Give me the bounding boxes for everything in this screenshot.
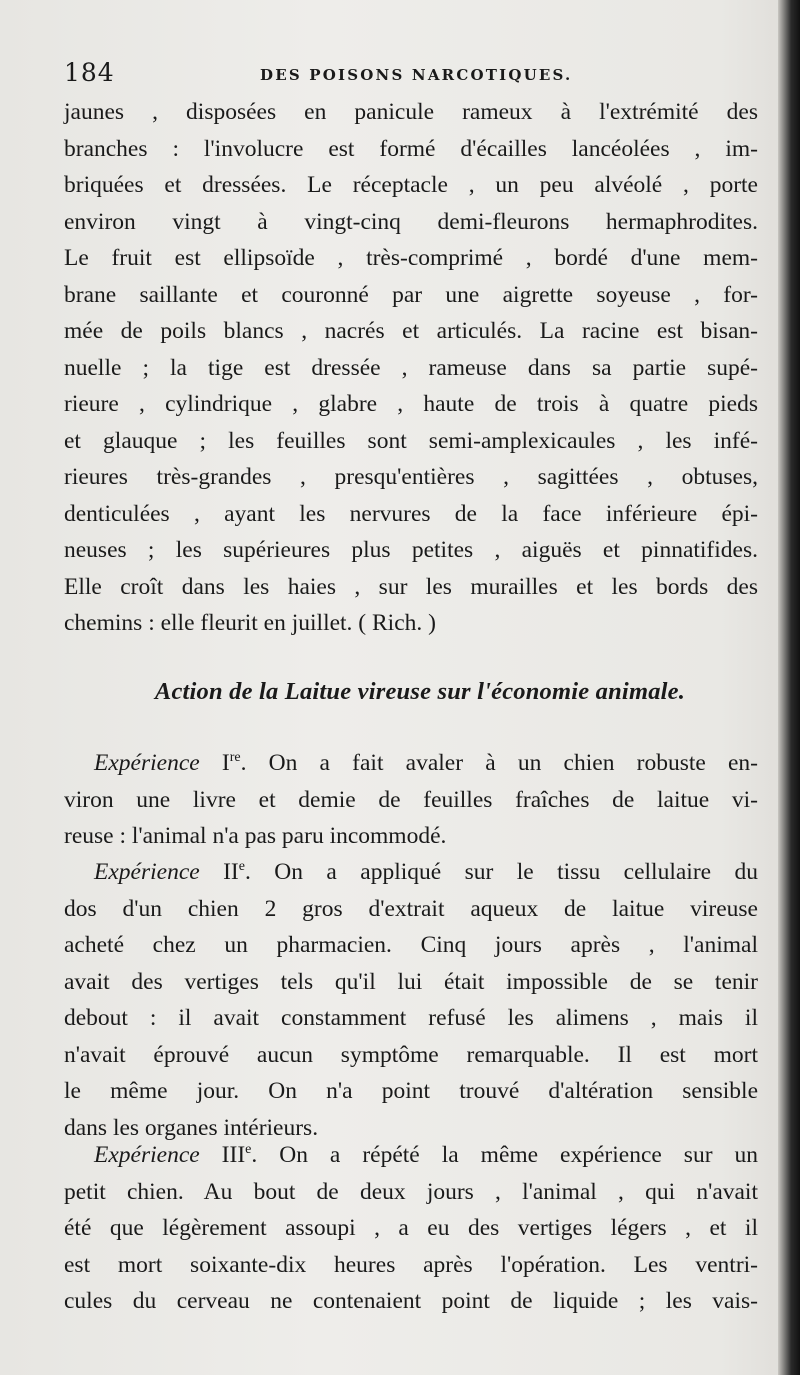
- text-line: branches : l'involucre est formé d'écailles lancéolées , im-: [64, 135, 758, 162]
- experiment-numeral: II: [223, 859, 239, 885]
- botanical-description: [64, 94, 758, 642]
- text-line: jaunes , disposées en panicule rameux à l'extrémité des: [64, 99, 758, 125]
- experiment-2-first-line: [64, 854, 758, 891]
- experiment-text: . On a fait avaler à un chien robuste en-: [240, 750, 758, 776]
- text-line: avait des vertiges tels qu'il lui était impossible de se tenir: [64, 968, 758, 995]
- experiment-label: Expérience: [94, 1142, 200, 1168]
- text-line: nuelle ; la tige est dressée , rameuse dans sa partie supé-: [64, 354, 758, 381]
- text-line: dans les organes intérieurs.: [64, 1114, 319, 1141]
- text-line: chemins : elle fleurit en juillet. ( Rich. ): [64, 610, 436, 636]
- page-number: 184: [64, 58, 115, 87]
- text-line: dos d'un chien 2 gros d'extrait aqueux de laitue vireuse: [64, 895, 758, 922]
- text-line: et glauque ; les feuilles sont semi-amplexicaules , les infé-: [64, 427, 758, 454]
- text-line: est mort soixante-dix heures après l'opération. Les ventri-: [64, 1251, 758, 1278]
- text-line: neuses ; les supérieures plus petites , aiguës et pinnatifides.: [64, 537, 758, 563]
- text-line: acheté chez un pharmacien. Cinq jours après , l'animal: [64, 932, 758, 958]
- text-line: environ vingt à vingt-cinq demi-fleurons hermaphrodites.: [64, 208, 758, 235]
- experiment-text: . On a appliqué sur le tissu cellulaire du: [244, 859, 758, 885]
- text-line: Elle croît dans les haies , sur les murailles et les bords des: [64, 573, 758, 600]
- text-line: mée de poils blancs , nacrés et articulés. La racine est bisan-: [64, 318, 758, 344]
- text-line: rieure , cylindrique , glabre , haute de trois à quatre pieds: [64, 391, 758, 417]
- text-line: n'avait éprouvé aucun symptôme remarquable. Il est mort: [64, 1041, 758, 1068]
- text-line: été que légèrement assoupi , a eu des vertiges légers , et il: [64, 1215, 758, 1241]
- experiment-3-first-line: [64, 1137, 758, 1174]
- text-line: petit chien. Au bout de deux jours , l'animal , qui n'avait: [64, 1178, 758, 1205]
- text-line: brane saillante et couronné par une aigrette soyeuse , for-: [64, 281, 758, 308]
- experiment-numeral: III: [221, 1142, 246, 1168]
- text-line: Le fruit est ellipsoïde , très-comprimé , bordé d'une mem-: [64, 245, 758, 271]
- experiment-label: Expérience: [94, 750, 200, 776]
- ordinal-suffix: e: [238, 859, 245, 875]
- book-spine-shadow: [778, 0, 800, 1375]
- page-header: [64, 58, 754, 90]
- experiment-3: [64, 1137, 758, 1320]
- ordinal-suffix: re: [229, 750, 241, 766]
- text-line: briquées et dressées. Le réceptacle , un peu alvéolé , porte: [64, 172, 758, 198]
- text-line: denticulées , ayant les nervures de la face inférieure épi-: [64, 500, 758, 527]
- ordinal-suffix: e: [245, 1142, 252, 1158]
- running-head: DES POISONS NARCOTIQUES.: [260, 66, 573, 84]
- text-line: le même jour. On n'a point trouvé d'altération sensible: [64, 1078, 758, 1104]
- text-line: reuse : l'animal n'a pas paru incommodé.: [64, 823, 447, 849]
- experiment-1: [64, 745, 758, 855]
- text-line: rieures très-grandes , presqu'entières , sagittées , obtuses,: [64, 464, 758, 490]
- experiment-text: . On a répété la même expérience sur un: [251, 1142, 759, 1168]
- experiment-1-first-line: [64, 745, 758, 782]
- experiment-numeral: I: [221, 750, 230, 776]
- experiment-label: Expérience: [94, 859, 200, 885]
- text-line: cules du cerveau ne contenaient point de liquide ; les vais-: [64, 1288, 758, 1314]
- section-heading: Action de la Laitue vireuse sur l'économie animale.: [154, 678, 686, 705]
- experiment-2: [64, 854, 758, 1146]
- text-line: debout : il avait constamment refusé les alimens , mais il: [64, 1005, 758, 1031]
- text-line: viron une livre et demie de feuilles fraîches de laitue vi-: [64, 786, 758, 813]
